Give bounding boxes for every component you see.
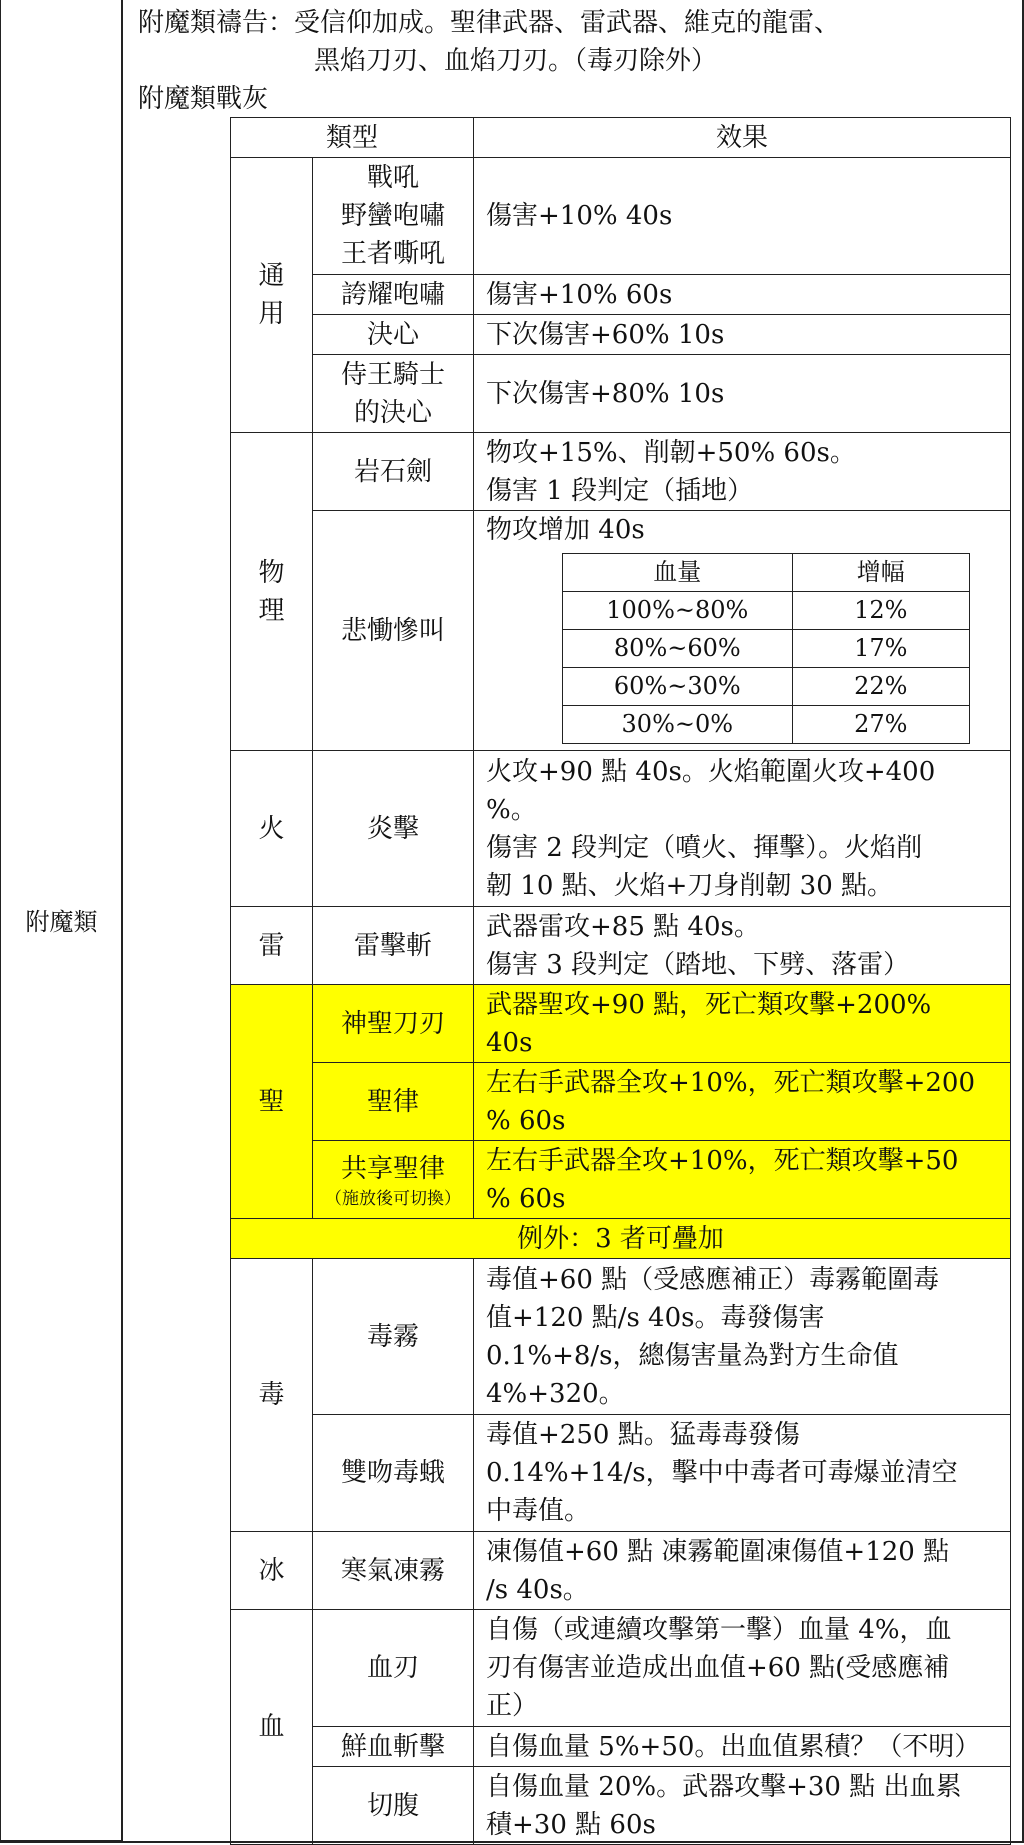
effect-flame: 火攻+90 點 40s。火焰範圍火攻+400 %。 傷害 2 段判定（噴火、揮擊）。火焰削 韌 10 點、火焰+刀身削韌 30 點。 [474,751,1011,907]
sub-cell-boost: 27% [792,706,969,744]
effect-rock-sword: 物攻+15%、削韌+50% 60s。 傷害 1 段判定（插地） [474,433,1011,511]
category-lightning: 雷 [231,907,313,985]
section-label: 附魔類 [25,908,98,936]
sub-cell-boost: 22% [792,668,969,706]
sub-header-row [563,554,970,592]
skill-thunder: 雷擊斬 [313,907,474,985]
table-row [231,1259,1011,1415]
skill-blood-slash: 鮮血斬擊 [313,1727,474,1767]
skill-howl: 悲慟慘叫 [313,511,474,751]
prayer-line-2: 黑焰刀刃、血焰刀刃。（毒刃除外） [314,46,718,76]
sub-row [563,706,970,744]
skill-shared-order: 共享聖律 （施放後可切換） [313,1141,474,1219]
effect-howl [474,511,1011,751]
sub-cell-boost: 12% [792,592,969,630]
skill-chilling-mist: 寒氣凍霧 [313,1532,474,1610]
sub-cell-hp: 100%~80% [563,592,793,630]
effect-shared-order: 左右手武器全攻+10%，死亡類攻擊+50 % 60s [474,1141,1011,1219]
effect-glory: 傷害+10% 60s [474,275,1011,315]
table-row [231,985,1011,1063]
prayer-line-1: 附魔類禱告：受信仰加成。聖律武器、雷武器、維克的龍雷、 [138,8,841,38]
header-effect: 效果 [474,118,1011,158]
skill-flame: 炎擊 [313,751,474,907]
sub-row [563,592,970,630]
table-row [231,1415,1011,1532]
effect-royal-resolve: 下次傷害+80% 10s [474,355,1011,433]
sub-cell-hp: 80%~60% [563,630,793,668]
header-type: 類型 [231,118,474,158]
table-row [231,1141,1011,1219]
skill-rock-sword: 岩石劍 [313,433,474,511]
category-fire: 火 [231,751,313,907]
sub-cell-hp: 60%~30% [563,668,793,706]
category-blood: 血 [231,1610,313,1845]
effect-thunder: 武器雷攻+85 點 40s。 傷害 3 段判定（踏地、下劈、落雷） [474,907,1011,985]
ashes-title: 附魔類戰灰 [138,84,269,114]
category-ice: 冰 [231,1532,313,1610]
effect-seppuku: 自傷血量 20%。武器攻擊+30 點 出血累 積+30 點 60s [474,1767,1011,1845]
table-row [231,1063,1011,1141]
table-row [231,1767,1011,1845]
table-row [231,1610,1011,1727]
table-header-row [231,118,1011,158]
skill-resolve: 決心 [313,315,474,355]
effect-chilling-mist: 凍傷值+60 點 凍霧範圍凍傷值+120 點 /s 40s。 [474,1532,1011,1610]
table-row [231,1219,1011,1259]
table-row [231,907,1011,985]
skill-blood-blade: 血刃 [313,1610,474,1727]
skill-glory: 誇耀咆嘯 [313,275,474,315]
category-holy: 聖 [231,985,313,1219]
table-row [231,433,1011,511]
sub-header-hp: 血量 [563,554,793,592]
skill-poison-mist: 毒霧 [313,1259,474,1415]
table-row [231,158,1011,275]
enchant-table [230,117,1011,1845]
sub-cell-boost: 17% [792,630,969,668]
category-physical: 物 理 [231,433,313,751]
table-row [231,315,1011,355]
sub-header-boost: 增幅 [792,554,969,592]
effect-poison-moth: 毒值+250 點。猛毒毒發傷 0.14%+14/s，擊中中毒者可毒爆並清空 中毒值。 [474,1415,1011,1532]
effect-warcry: 傷害+10% 40s [474,158,1011,275]
effect-howl-text: 物攻增加 40s [486,515,645,545]
skill-poison-moth: 雙吻毒蛾 [313,1415,474,1532]
table-row [231,751,1011,907]
skill-sacred-order: 聖律 [313,1063,474,1141]
table-row [231,275,1011,315]
skill-seppuku: 切腹 [313,1767,474,1845]
effect-poison-mist: 毒值+60 點（受感應補正）毒霧範圍毒 值+120 點/s 40s。毒發傷害 0.1%+8/s，總傷害量為對方生命值 4%+320。 [474,1259,1011,1415]
table-row [231,1727,1011,1767]
effect-resolve: 下次傷害+60% 10s [474,315,1011,355]
howl-sub-table [562,553,970,744]
prayer-note [138,4,840,80]
category-general: 通 用 [231,158,313,433]
holy-exception: 例外：3 者可疊加 [231,1219,1011,1259]
shared-order-note: （施放後可切換） [325,1188,461,1209]
category-poison: 毒 [231,1259,313,1532]
effect-sacred-order: 左右手武器全攻+10%，死亡類攻擊+200 % 60s [474,1063,1011,1141]
sub-cell-hp: 30%~0% [563,706,793,744]
skill-royal-resolve: 侍王騎士 的決心 [313,355,474,433]
sub-row [563,630,970,668]
skill-sacred-blade: 神聖刀刃 [313,985,474,1063]
effect-blood-slash: 自傷血量 5%+50。出血值累積？（不明） [474,1727,1011,1767]
effect-sacred-blade: 武器聖攻+90 點，死亡類攻擊+200% 40s [474,985,1011,1063]
effect-blood-blade: 自傷（或連續攻擊第一擊）血量 4%，血 刃有傷害並造成出血值+60 點(受感應補 正） [474,1610,1011,1727]
table-row [231,511,1011,751]
table-row [231,355,1011,433]
table-row [231,1532,1011,1610]
sub-row [563,668,970,706]
skill-warcry: 戰吼 野蠻咆嘯 王者嘶吼 [313,158,474,275]
